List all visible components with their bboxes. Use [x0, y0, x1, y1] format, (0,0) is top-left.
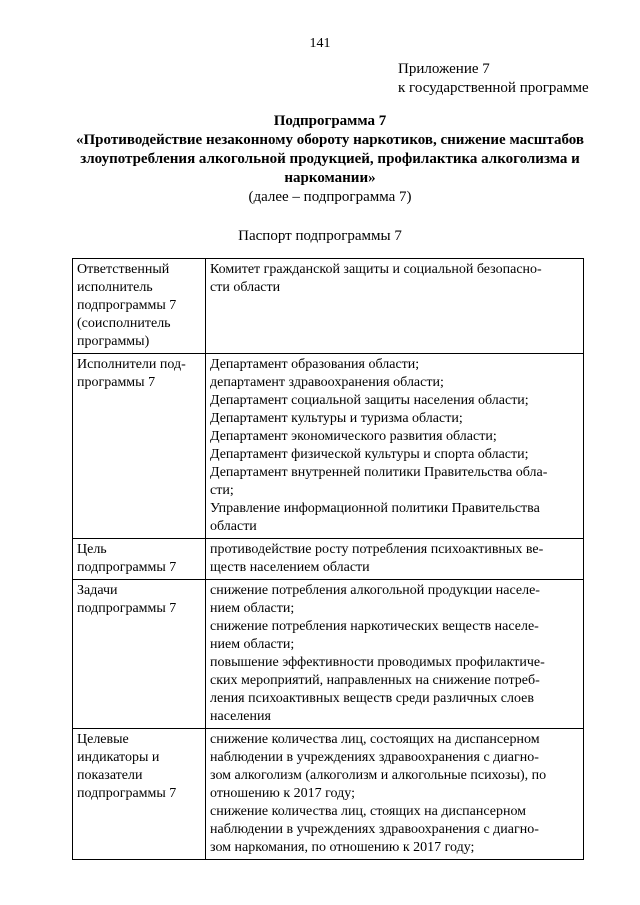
appendix-line: к государственной программе [398, 80, 589, 96]
row-content-line: Департамент экономического развития области; [210, 429, 497, 444]
row-content-line: области [210, 519, 257, 534]
row-label-line: подпрограммы 7 [77, 298, 177, 313]
row-label-line: программы) [77, 334, 150, 349]
row-label-line: подпрограммы 7 [77, 560, 177, 575]
row-content-line: зом наркомания, по отношению к 2017 году; [210, 840, 475, 855]
row-content-cell [206, 729, 584, 860]
row-label-cell [73, 539, 206, 580]
row-content-cell [206, 259, 584, 354]
row-label-line: Задачи [77, 583, 118, 598]
row-label-cell [73, 259, 206, 354]
row-content-line: повышение эффективности проводимых профилактиче- [210, 655, 545, 670]
row-content-line: снижение количества лиц, стоящих на диспансерном [210, 804, 527, 819]
row-label-line: Исполнители под- [77, 357, 186, 372]
row-label-line: исполнитель [77, 280, 153, 295]
row-content-line: наблюдении в учреждениях здравоохранения с диагно- [210, 750, 539, 765]
row-label-line: Ответственный [77, 262, 170, 277]
title-note: (далее – подпрограмма 7) [248, 189, 412, 205]
appendix-label [398, 60, 589, 98]
row-content-line: снижение количества лиц, состоящих на диспансерном [210, 732, 540, 747]
row-content-line: сти области [210, 280, 281, 295]
row-label-cell [73, 580, 206, 729]
row-content-line: наблюдении в учреждениях здравоохранения с диагно- [210, 822, 539, 837]
row-content-line: сти; [210, 483, 234, 498]
row-label-line: подпрограммы 7 [77, 601, 177, 616]
row-label-cell [73, 354, 206, 539]
page-number: 141 [309, 36, 331, 51]
table-row [73, 539, 584, 580]
row-label-line: программы 7 [77, 375, 156, 390]
row-content-cell [206, 539, 584, 580]
row-content-line: Департамент физической культуры и спорта области; [210, 447, 529, 462]
row-content-line: Департамент культуры и туризма области; [210, 411, 463, 426]
row-label-line: Цель [77, 542, 107, 557]
table-row [73, 354, 584, 539]
appendix-line: Приложение 7 [398, 61, 490, 77]
row-label-cell [73, 729, 206, 860]
row-content-line: ских мероприятий, направленных на снижение потреб- [210, 673, 540, 688]
row-content-line: населения [210, 709, 271, 724]
title-line: Подпрограмма 7 [273, 113, 387, 129]
row-content-line: Департамент социальной защиты населения области; [210, 393, 529, 408]
row-label-line: (соисполнитель [77, 316, 171, 331]
row-content-line: нием области; [210, 637, 295, 652]
passport-table [72, 258, 584, 860]
row-content-line: ществ населением области [210, 560, 370, 575]
row-content-line: Департамент внутренней политики Правительства обла- [210, 465, 548, 480]
row-content-line: снижение потребления наркотических веществ населе- [210, 619, 539, 634]
table-row [73, 259, 584, 354]
title-line: злоупотребления алкогольной продукцией, профилактика алкоголизма и [80, 151, 580, 167]
row-content-line: противодействие росту потребления психоактивных ве- [210, 542, 544, 557]
row-content-cell [206, 580, 584, 729]
table-row [73, 580, 584, 729]
row-label-line: Целевые [77, 732, 129, 747]
row-content-line: нием области; [210, 601, 295, 616]
row-label-line: подпрограммы 7 [77, 786, 177, 801]
row-content-line: департамент здравоохранения области; [210, 375, 444, 390]
table-row [73, 729, 584, 860]
subprogram-title [60, 112, 600, 207]
passport-heading: Паспорт подпрограммы 7 [238, 228, 402, 244]
row-content-line: зом алкоголизм (алкоголизм и алкогольные психозы), по [210, 768, 547, 783]
row-label-line: показатели [77, 768, 143, 783]
row-content-line: снижение потребления алкогольной продукции населе- [210, 583, 540, 598]
row-content-line: ления психоактивных веществ среди различных слоев [210, 691, 534, 706]
title-line: наркомании» [284, 170, 376, 186]
row-label-line: индикаторы и [77, 750, 160, 765]
title-line: «Противодействие незаконному обороту наркотиков, снижение масштабов [76, 132, 584, 148]
row-content-cell [206, 354, 584, 539]
row-content-line: Департамент образования области; [210, 357, 420, 372]
row-content-line: Управление информационной политики Правительства [210, 501, 540, 516]
row-content-line: Комитет гражданской защиты и социальной безопасно- [210, 262, 542, 277]
row-content-line: отношению к 2017 году; [210, 786, 355, 801]
